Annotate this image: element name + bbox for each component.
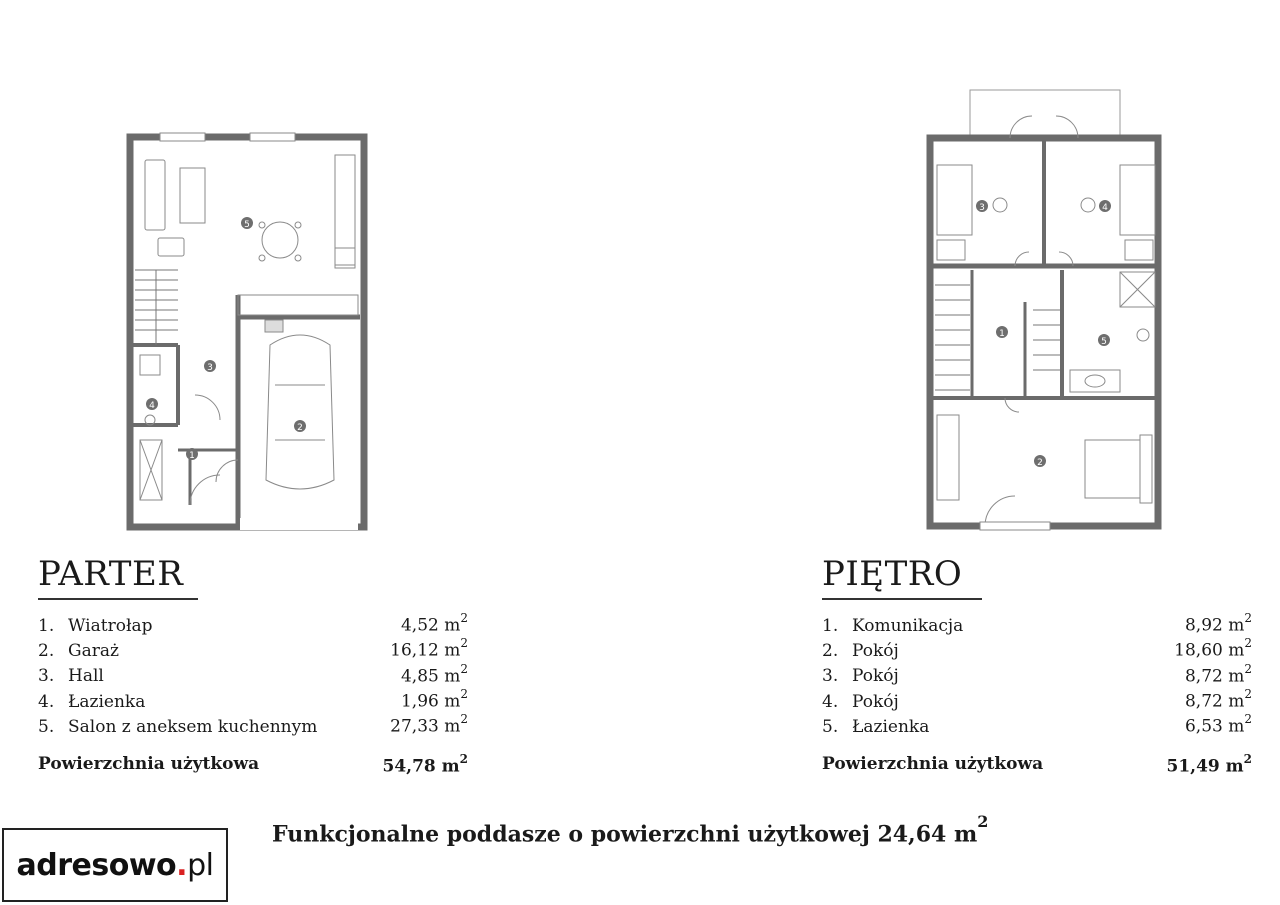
room-area: 4,52 $m^2$ [400,611,468,636]
room-area: 6,53 $m^2$ [1184,712,1252,737]
room-area: 16,12 $m^2$ [390,636,468,661]
plan-room-badge [146,398,158,411]
svg-text:3: 3 [207,363,213,373]
room-area: 27,33 $m^2$ [390,712,468,737]
room-number: 1. [38,615,55,636]
svg-text:1: 1 [999,329,1005,339]
svg-text:3: 3 [979,203,985,213]
plan-room-badge [241,217,253,230]
ground-floor-plan-drawing [120,120,380,540]
upper-floor-plan [915,80,1175,540]
room-number: 2. [38,640,55,661]
room-area: 4,85 $m^2$ [400,661,468,687]
room-row [38,608,468,636]
total-area-row [822,754,1252,777]
plan-room-badge [186,448,198,461]
attic-area-note: Funkcjonalne poddasze o powierzchni użytkowej 24,64 $m^2$ [272,812,989,848]
room-name: Wiatrołap [68,615,153,636]
room-area: 1,96 $m^2$ [400,686,468,712]
ground-floor-legend [38,552,468,777]
upper-floor-title: PIĘTRO [822,554,963,594]
room-name: Pokój [852,691,899,712]
room-area: 18,60 $m^2$ [1174,636,1252,661]
room-number: 4. [822,691,839,712]
svg-text:4: 4 [1102,203,1108,213]
room-number: 3. [38,666,55,687]
room-name: Łazienka [68,691,146,712]
total-area-label: Powierzchnia użytkowa [38,754,260,775]
room-number: 5. [822,716,839,737]
room-number: 2. [822,640,839,661]
svg-text:4: 4 [149,401,155,411]
svg-text:2: 2 [297,423,303,433]
title-underline [822,598,982,600]
svg-text:5: 5 [244,220,250,230]
plan-room-badge [1099,200,1111,213]
ground-floor-title: PARTER [38,554,184,594]
room-name: Łazienka [852,716,930,737]
plan-room-badge [996,326,1008,339]
adresowo-logo[interactable] [2,828,228,902]
room-area: 8,92 $m^2$ [1184,611,1252,636]
plan-room-badge [976,200,988,213]
upper-floor-plan-drawing [915,80,1175,540]
plan-room-badge [294,420,306,433]
ground-floor-plan [120,120,380,540]
svg-text:2: 2 [1037,458,1043,468]
room-number: 4. [38,691,55,712]
room-area: 8,72 $m^2$ [1184,661,1252,687]
total-area-row [38,754,468,777]
room-number: 5. [38,716,55,737]
plan-room-badge [1034,455,1046,468]
room-number: 1. [822,615,839,636]
total-area-value: 54,78 $m^2$ [382,752,468,778]
room-name: Hall [68,666,104,687]
room-area: 8,72 $m^2$ [1184,686,1252,712]
room-row [822,608,1252,636]
room-name: Salon z aneksem kuchennym [68,716,318,737]
svg-text:5: 5 [1101,337,1107,347]
room-name: Garaż [68,640,119,661]
plan-room-badge [204,360,216,373]
logo-text: adresowo.pl [16,847,214,883]
upper-floor-legend [822,552,1252,777]
room-name: Pokój [852,666,899,687]
plan-room-badge [1098,334,1110,347]
room-name: Komunikacja [852,615,964,636]
room-number: 3. [822,666,839,687]
room-name: Pokój [852,640,899,661]
title-underline [38,598,198,600]
total-area-value: 51,49 $m^2$ [1166,752,1252,778]
total-area-label: Powierzchnia użytkowa [822,754,1044,775]
svg-text:1: 1 [189,451,195,461]
